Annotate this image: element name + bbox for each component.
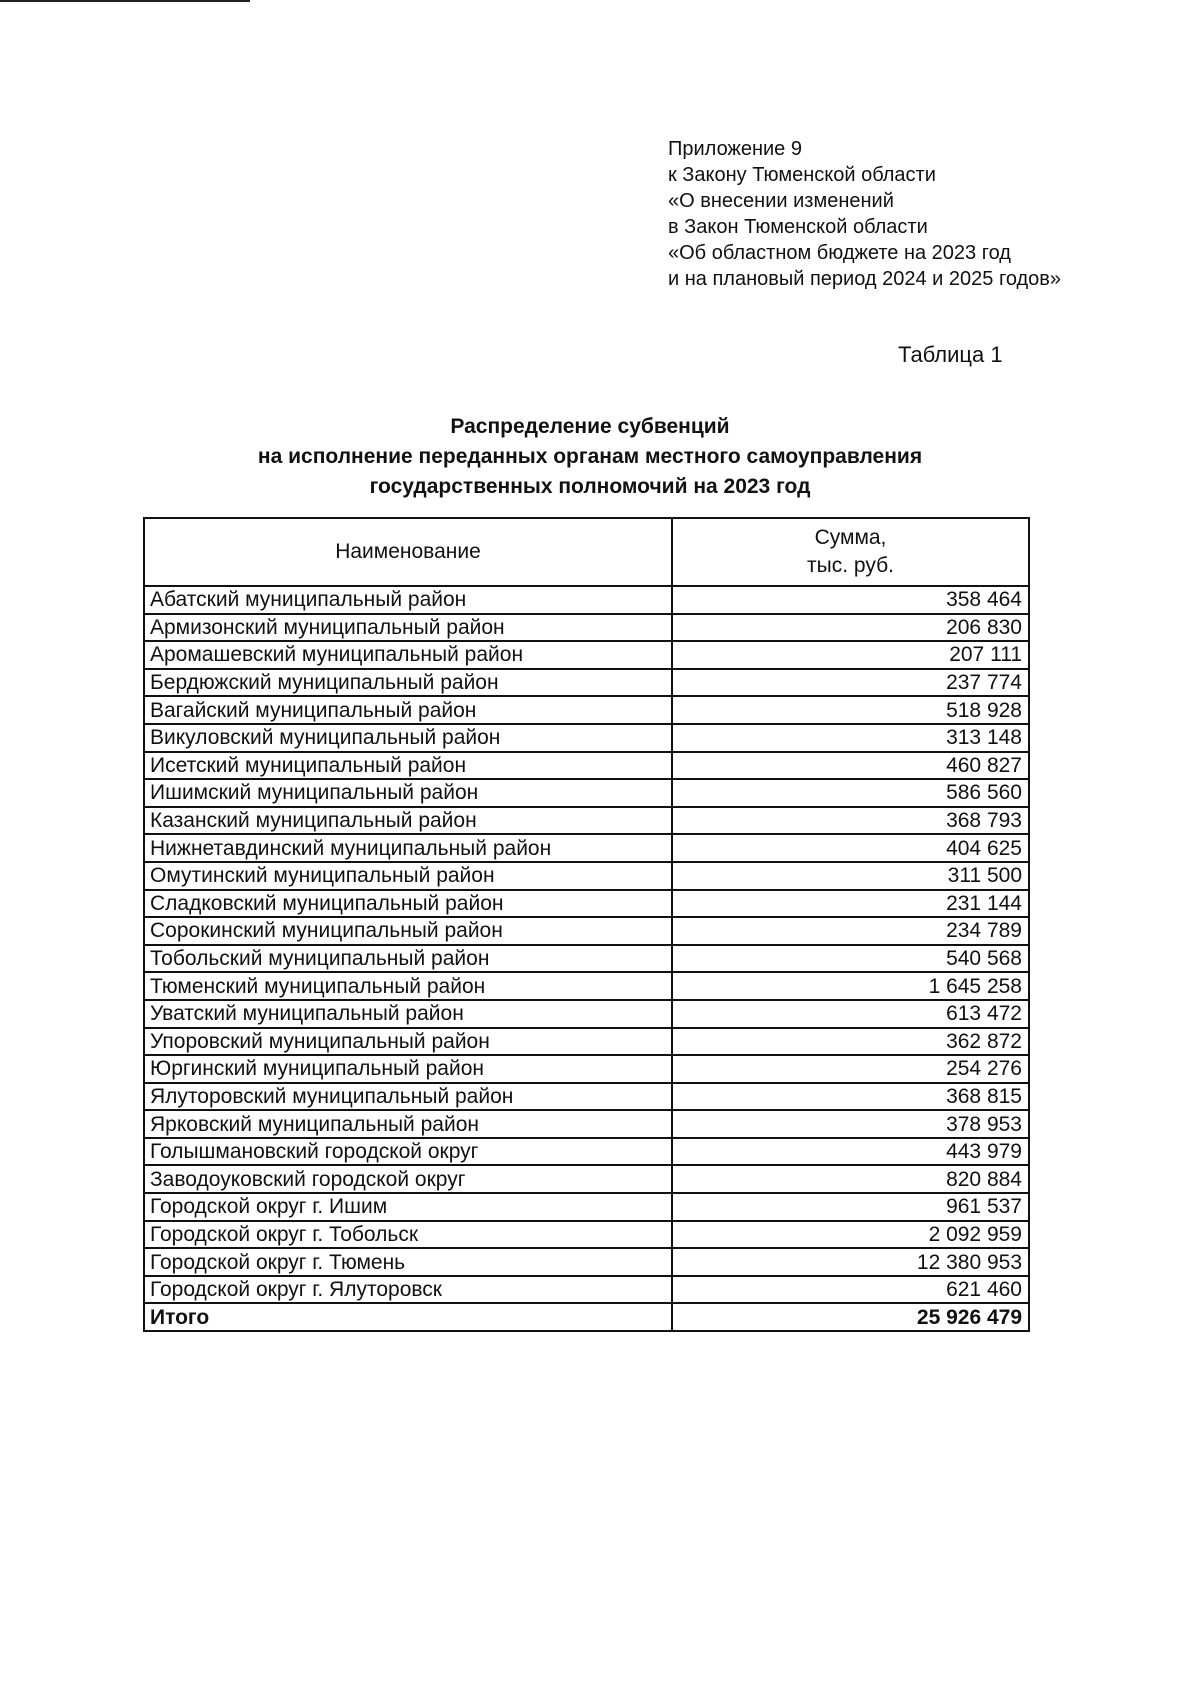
table-row bbox=[144, 1276, 1029, 1304]
row-name-cell: Аромашевский муниципальный район bbox=[144, 641, 672, 669]
row-name-cell: Уватский муниципальный район bbox=[144, 1000, 672, 1028]
total-row bbox=[144, 1303, 1029, 1331]
row-sum-cell: 206 830 bbox=[672, 614, 1029, 642]
row-sum-cell: 1 645 258 bbox=[672, 972, 1029, 1000]
row-sum-cell: 586 560 bbox=[672, 779, 1029, 807]
row-name-cell: Сладковский муниципальный район bbox=[144, 890, 672, 918]
row-name-cell: Городской округ г. Тобольск bbox=[144, 1221, 672, 1249]
header-sum-cell bbox=[672, 518, 1029, 586]
row-name-cell: Вагайский муниципальный район bbox=[144, 696, 672, 724]
row-sum-cell: 443 979 bbox=[672, 1138, 1029, 1166]
table-row bbox=[144, 1193, 1029, 1221]
title-line: Распределение субвенций bbox=[450, 415, 730, 438]
row-name-cell: Юргинский муниципальный район bbox=[144, 1055, 672, 1083]
row-sum-cell: 368 793 bbox=[672, 807, 1029, 835]
row-sum-cell: 613 472 bbox=[672, 1000, 1029, 1028]
row-name-cell: Бердюжский муниципальный район bbox=[144, 669, 672, 697]
row-sum-cell: 2 092 959 bbox=[672, 1221, 1029, 1249]
row-sum-cell: 460 827 bbox=[672, 752, 1029, 780]
table-row bbox=[144, 917, 1029, 945]
table-row bbox=[144, 586, 1029, 614]
table-row bbox=[144, 890, 1029, 918]
table-row bbox=[144, 1221, 1029, 1249]
row-sum-cell: 518 928 bbox=[672, 696, 1029, 724]
row-name-cell: Городской округ г. Тюмень bbox=[144, 1248, 672, 1276]
header-sum-line: тыс. руб. bbox=[807, 554, 894, 577]
row-name-cell: Ярковский муниципальный район bbox=[144, 1110, 672, 1138]
table-header-row bbox=[144, 518, 1029, 586]
row-name-cell: Голышмановский городской округ bbox=[144, 1138, 672, 1166]
table-row bbox=[144, 1028, 1029, 1056]
table-row bbox=[144, 641, 1029, 669]
row-sum-cell: 404 625 bbox=[672, 834, 1029, 862]
appendix-line: Приложение 9 bbox=[668, 138, 802, 160]
row-name-cell: Армизонский муниципальный район bbox=[144, 614, 672, 642]
row-name-cell: Нижнетавдинский муниципальный район bbox=[144, 834, 672, 862]
row-name-cell: Викуловский муниципальный район bbox=[144, 724, 672, 752]
row-sum-cell: 311 500 bbox=[672, 862, 1029, 890]
table-row bbox=[144, 696, 1029, 724]
row-name-cell: Абатский муниципальный район bbox=[144, 586, 672, 614]
row-name-cell: Исетский муниципальный район bbox=[144, 752, 672, 780]
document-title bbox=[150, 412, 1030, 502]
row-sum-cell: 540 568 bbox=[672, 945, 1029, 973]
table-number-label: Таблица 1 bbox=[898, 342, 1003, 367]
row-name-cell: Городской округ г. Ишим bbox=[144, 1193, 672, 1221]
row-name-cell: Сорокинский муниципальный район bbox=[144, 917, 672, 945]
row-sum-cell: 234 789 bbox=[672, 917, 1029, 945]
row-name-cell: Ишимский муниципальный район bbox=[144, 779, 672, 807]
table-row bbox=[144, 1055, 1029, 1083]
table-row bbox=[144, 972, 1029, 1000]
row-name-cell: Упоровский муниципальный район bbox=[144, 1028, 672, 1056]
total-label-cell: Итого bbox=[144, 1303, 672, 1331]
row-name-cell: Тобольский муниципальный район bbox=[144, 945, 672, 973]
appendix-line: «О внесении изменений bbox=[668, 190, 894, 212]
row-name-cell: Городской округ г. Ялуторовск bbox=[144, 1276, 672, 1304]
appendix-line: в Закон Тюменской области bbox=[668, 216, 928, 238]
table-row bbox=[144, 1248, 1029, 1276]
row-name-cell: Казанский муниципальный район bbox=[144, 807, 672, 835]
table-row bbox=[144, 945, 1029, 973]
row-sum-cell: 207 111 bbox=[672, 641, 1029, 669]
table-row bbox=[144, 1165, 1029, 1193]
table-row bbox=[144, 1000, 1029, 1028]
table-row bbox=[144, 724, 1029, 752]
row-sum-cell: 820 884 bbox=[672, 1165, 1029, 1193]
table-row bbox=[144, 1083, 1029, 1111]
table-row bbox=[144, 752, 1029, 780]
subventions-table bbox=[143, 517, 1030, 1332]
table-row bbox=[144, 1110, 1029, 1138]
appendix-line: «Об областном бюджете на 2023 год bbox=[668, 242, 1011, 264]
header-name-cell bbox=[144, 518, 672, 586]
row-sum-cell: 358 464 bbox=[672, 586, 1029, 614]
row-sum-cell: 254 276 bbox=[672, 1055, 1029, 1083]
table-row bbox=[144, 614, 1029, 642]
row-sum-cell: 313 148 bbox=[672, 724, 1029, 752]
row-sum-cell: 378 953 bbox=[672, 1110, 1029, 1138]
row-sum-cell: 368 815 bbox=[672, 1083, 1029, 1111]
row-sum-cell: 12 380 953 bbox=[672, 1248, 1029, 1276]
table-row bbox=[144, 862, 1029, 890]
appendix-reference bbox=[668, 136, 1168, 292]
row-name-cell: Омутинский муниципальный район bbox=[144, 862, 672, 890]
scan-edge-line bbox=[0, 0, 250, 2]
appendix-line: к Закону Тюменской области bbox=[668, 164, 936, 186]
row-sum-cell: 362 872 bbox=[672, 1028, 1029, 1056]
total-sum-cell: 25 926 479 bbox=[672, 1303, 1029, 1331]
header-sum-line: Сумма, bbox=[814, 526, 887, 549]
table-row bbox=[144, 1138, 1029, 1166]
row-name-cell: Тюменский муниципальный район bbox=[144, 972, 672, 1000]
table-body bbox=[144, 586, 1029, 1331]
row-name-cell: Ялуторовский муниципальный район bbox=[144, 1083, 672, 1111]
row-name-cell: Заводоуковский городской округ bbox=[144, 1165, 672, 1193]
appendix-line: и на плановый период 2024 и 2025 годов» bbox=[668, 268, 1062, 290]
table-row bbox=[144, 807, 1029, 835]
table-row bbox=[144, 779, 1029, 807]
table-row bbox=[144, 669, 1029, 697]
title-line: государственных полномочий на 2023 год bbox=[369, 475, 811, 498]
header-name: Наименование bbox=[335, 540, 481, 563]
table-row bbox=[144, 834, 1029, 862]
row-sum-cell: 621 460 bbox=[672, 1276, 1029, 1304]
row-sum-cell: 961 537 bbox=[672, 1193, 1029, 1221]
title-line: на исполнение переданных органам местного самоуправления bbox=[257, 445, 923, 468]
row-sum-cell: 237 774 bbox=[672, 669, 1029, 697]
row-sum-cell: 231 144 bbox=[672, 890, 1029, 918]
